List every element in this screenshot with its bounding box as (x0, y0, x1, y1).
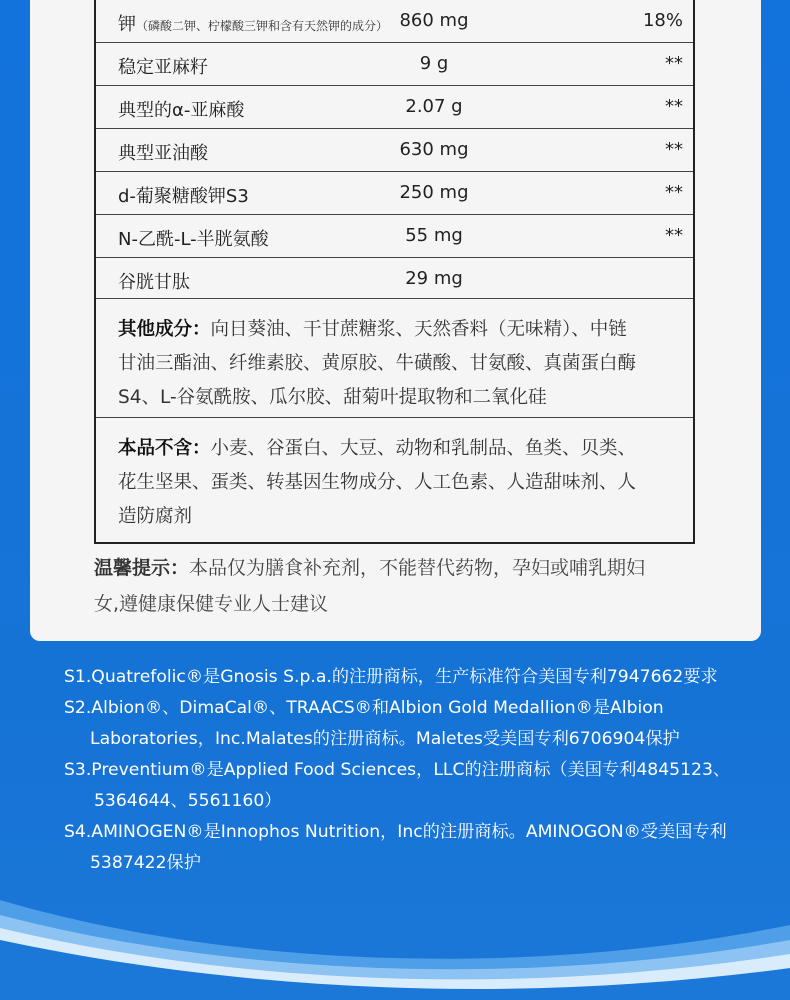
table-row (96, 129, 693, 172)
warm-tip-line: 女,遵健康保健专业人士建议 (94, 593, 329, 615)
table-row (96, 258, 693, 299)
free-from-line: 花生坚果、蛋类、转基因生物成分、人工色素、人造甜味剂、人 (118, 472, 637, 493)
daily-value: ** (665, 96, 683, 117)
daily-value: 18% (642, 10, 683, 31)
footnote-s3: S3.Preventium®是Applied Food Sciences，LLC的注册商标（美国专利4845123、 (64, 760, 731, 780)
footnote-s1: S1.Quatrefolic®是Gnosis S.p.a.的注册商标，生产标准符合美国专利7947662要求 (64, 667, 718, 687)
ingredient-name: 钾（磷酸二钾、柠檬酸三钾和含有天然钾的成分） (118, 14, 389, 35)
ingredient-amount: 630 mg (399, 139, 469, 160)
table-row (96, 172, 693, 215)
warm-tip-line: 本品仅为膳食补充剂，不能替代药物，孕妇或哺乳期妇 (189, 557, 646, 579)
free-from-label: 本品不含： (118, 438, 211, 459)
free-from-line: 造防腐剂 (118, 506, 193, 527)
other-ingredients-label: 其他成分： (118, 319, 211, 340)
ingredient-amount: 860 mg (399, 10, 469, 31)
ingredient-note: （磷酸二钾、柠檬酸三钾和含有天然钾的成分） (136, 19, 389, 33)
warm-tip (94, 550, 704, 622)
ingredient-name: N-乙酰-L-半胱氨酸 (118, 229, 269, 250)
daily-value: ** (665, 139, 683, 160)
ingredient-name: 典型的α-亚麻酸 (118, 100, 245, 121)
daily-value: ** (665, 182, 683, 203)
ingredient-name: 典型亚油酸 (118, 143, 208, 164)
ingredient-amount: 55 mg (405, 225, 463, 246)
table-row (96, 215, 693, 258)
daily-value: ** (665, 53, 683, 74)
trademark-footnotes (64, 662, 764, 879)
ingredient-name: 谷胱甘肽 (118, 272, 190, 293)
ingredient-name: d-葡聚糖酸钾S3 (118, 186, 249, 207)
footnote-s2-cont: Laboratories，Inc.Malates的注册商标。Maletes受美国专利6706904保护 (90, 729, 680, 749)
free-from (96, 418, 693, 542)
daily-value: ** (665, 225, 683, 246)
footnote-s4-cont: 5387422保护 (90, 853, 201, 873)
other-ingredients-line: S4、L-谷氨酰胺、瓜尔胶、甜菊叶提取物和二氧化硅 (118, 387, 547, 408)
footnote-s2: S2.Albion®、DimaCal®、TRAACS®和Albion Gold Medallion®是Albion (64, 698, 664, 718)
other-ingredients (96, 299, 693, 418)
ingredient-amount: 9 g (419, 53, 449, 74)
footnote-s3-cont: 5364644、5561160） (94, 791, 282, 811)
ingredient-amount: 29 mg (405, 268, 463, 289)
table-row (96, 43, 693, 86)
footnote-s4: S4.AMINOGEN®是Innophos Nutrition，Inc的注册商标。AMINOGON®受美国专利 (64, 822, 727, 842)
other-ingredients-line: 甘油三酯油、纤维素胶、黄原胶、牛磺酸、甘氨酸、真菌蛋白酶 (118, 353, 637, 374)
table-row (96, 0, 693, 43)
ingredient-amount: 250 mg (399, 182, 469, 203)
warm-tip-label: 温馨提示： (94, 557, 190, 579)
table-row (96, 86, 693, 129)
free-from-line: 小麦、谷蛋白、大豆、动物和乳制品、鱼类、贝类、 (210, 438, 637, 459)
nutrition-table (94, 0, 695, 544)
other-ingredients-line: 向日葵油、干甘蔗糖浆、天然香料（无味精）、中链 (210, 319, 627, 340)
ingredient-amount: 2.07 g (405, 96, 463, 117)
ingredient-name: 稳定亚麻籽 (118, 57, 208, 78)
wave-decoration (0, 870, 790, 1000)
